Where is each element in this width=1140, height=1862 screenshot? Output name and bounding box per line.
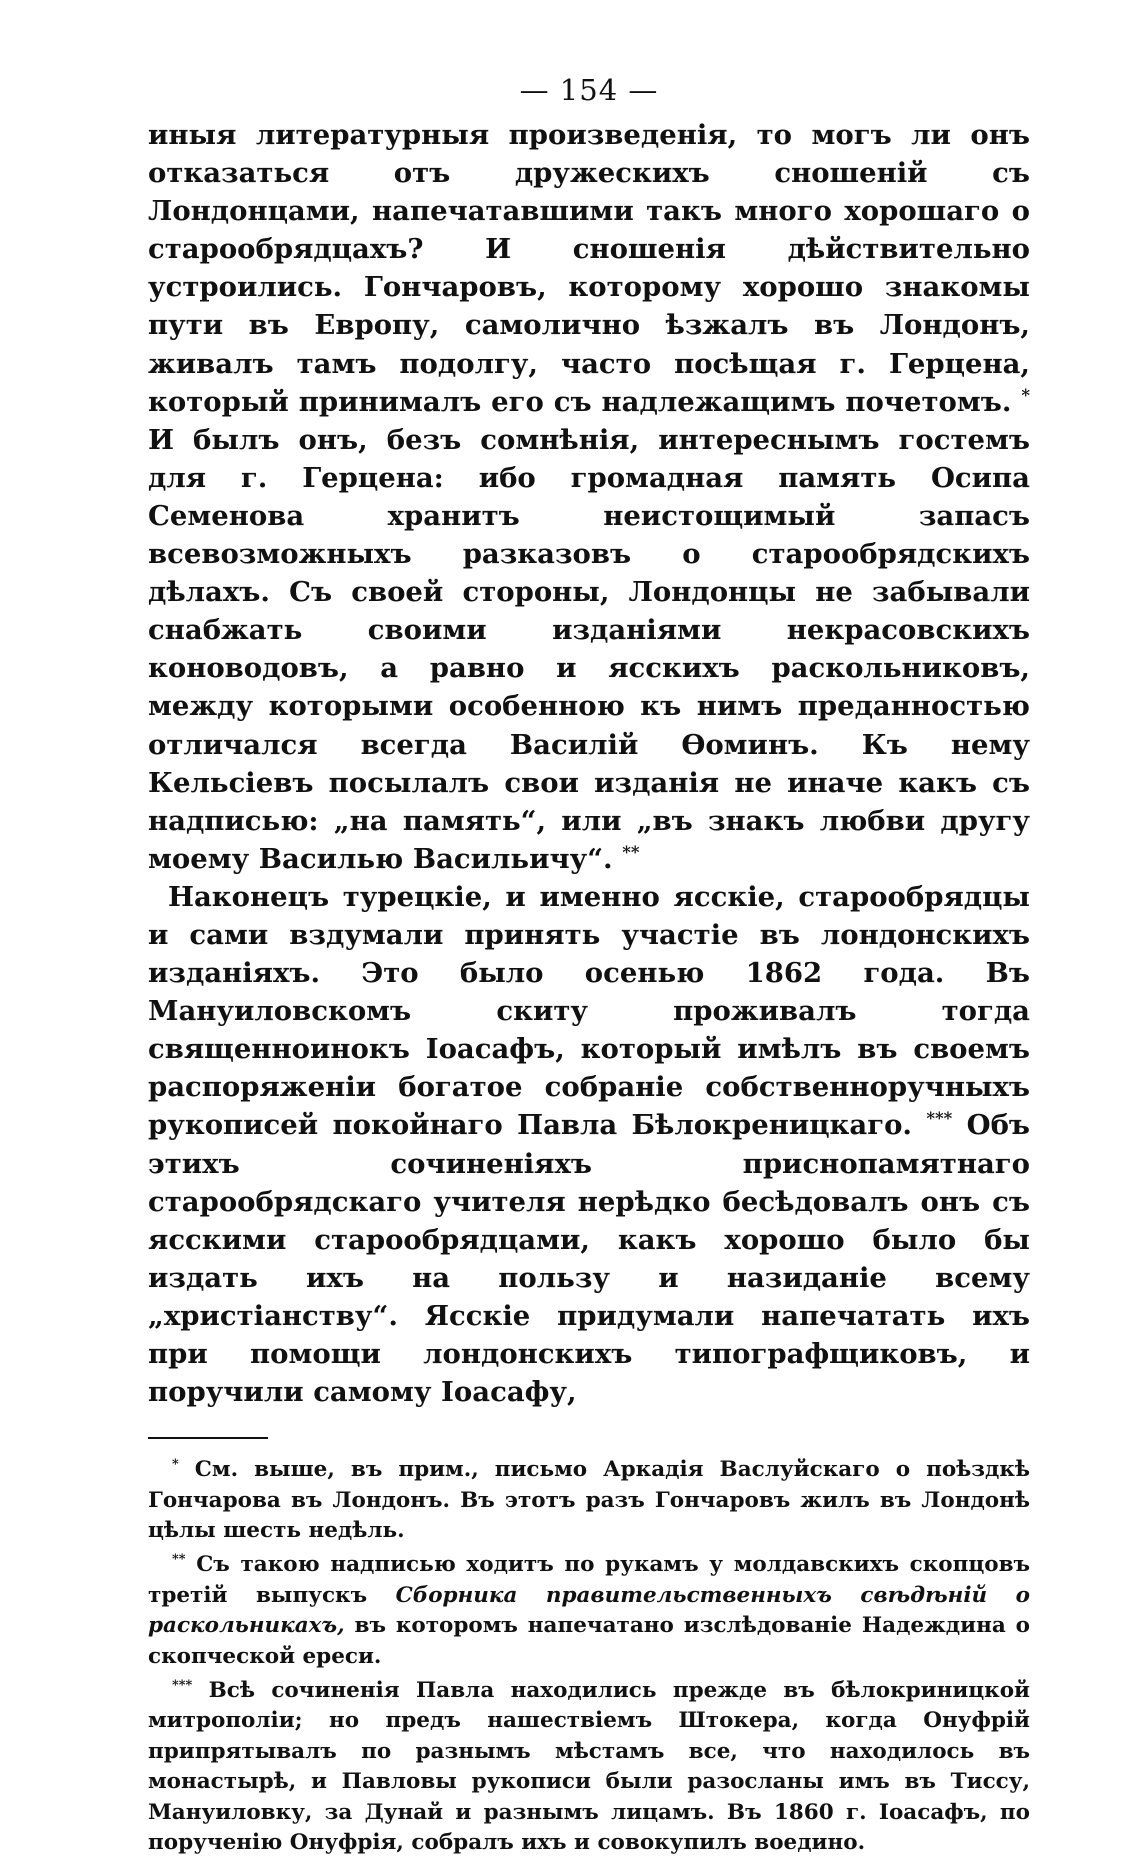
- paragraph-1-continued: И былъ онъ, безъ сомнѣнія, интереснымъ гостемъ для г. Герцена: ибо громадная память Осипа Семенова хранитъ неистощимый запасъ всевозможныхъ разказовъ о старообрядскихъ дѣлахъ. Съ своей стороны, Лондонцы не забывали снабжать своими изданіями некрасовскихъ коноводовъ, а равно и ясскихъ раскольниковъ, между которыми особенною къ нимъ преданностью отличался всегда Василій Ѳоминъ. Къ нему Кельсіевъ посылалъ свои изданія не иначе какъ съ надписью: „на память“, или „въ знакъ любви другу моему Василью Васильичу“.: [148, 423, 1030, 875]
- footnote-2: [148, 1550, 1030, 1672]
- footnote-1: [148, 1455, 1030, 1546]
- paragraph-2-text: Наконецъ турецкіе, и именно ясскіе, старообрядцы и сами вздумали принять участіе въ лондонскихъ изданіяхъ. Это было осенью 1862 года. Въ Мануиловскомъ скиту проживалъ тогда священноинокъ Іоасафъ, который имѣлъ въ своемъ распоряженіи богатое собраніе собственноручныхъ рукописей покойнаго Павла Бѣлокреницкаго.: [148, 880, 1030, 1142]
- paragraph-2: [148, 878, 1030, 1411]
- footnote-1-marker: *: [172, 1457, 179, 1473]
- footnote-2-marker: **: [172, 1552, 186, 1568]
- footnote-1-text: См. выше, въ прим., письмо Аркадія Васлуйскаго о поѣздкѣ Гончарова въ Лондонъ. Въ этотъ разъ Гончаровъ жилъ въ Лондонѣ цѣлы шесть недѣль.: [148, 1457, 1030, 1543]
- footnote-2-book-title: Сборника правительственныхъ свѣдѣній о раскольникахъ,: [148, 1582, 1030, 1639]
- paragraph-1-text: иныя литературныя произведенія, то могъ ли онъ отказаться отъ дружескихъ сношеній съ Лондонцами, напечатавшими такъ много хорошаго о старообрядцахъ? И сношенія дѣйствительно устроились. Гончаровъ, которому хорошо знакомы пути въ Европу, самолично ѣзжалъ въ Лондонъ, живалъ тамъ подолгу, часто посѣщая г. Герцена, который принималъ его съ надлежащимъ почетомъ.: [148, 119, 1030, 418]
- footnote-2-text-start: Съ такою надписью ходитъ по рукамъ у молдавскихъ скопцовъ третій выпускъ: [148, 1552, 1030, 1608]
- footnote-marker-1: *: [1021, 385, 1030, 405]
- footnote-divider: [148, 1437, 268, 1439]
- footnote-3-marker: ***: [172, 1677, 193, 1693]
- paragraph-2-continued: Объ этихъ сочиненіяхъ приснопамятнаго старообрядскаго учителя нерѣдко бесѣдовалъ онъ съ ясскими старообрядцами, какъ хорошо было бы издать ихъ на пользу и назиданіе всему „христіанству“. Ясскіе придумали напечатать ихъ при помощи лондонскихъ типографщиковъ, и поручили самому Іоасафу,: [148, 1109, 1031, 1409]
- page: [148, 72, 1030, 1862]
- page-number: — 154 —: [519, 73, 659, 107]
- footnote-3-text: Всѣ сочиненія Павла находились прежде въ бѣлокриницкой митрополіи; но предъ нашествіемъ Штокера, когда Онуфрій припрятывалъ по разнымъ мѣстамъ все, что находилось въ монастырѣ, и Павловы рукописи были разосланы имъ въ Тиссу, Мануиловку, за Дунай и разнымъ лицамъ. Въ 1860 г. Іоасафъ, по порученію Онуфрія, собралъ ихъ и совокупилъ воедино.: [148, 1678, 1030, 1856]
- footnote-marker-2: **: [622, 842, 640, 862]
- footnote-2-text-end: въ которомъ напечатано изслѣдованіе Надеждина о скопческой ереси.: [148, 1613, 1030, 1669]
- footnote-marker-3: ***: [926, 1109, 953, 1129]
- footnote-3: [148, 1676, 1030, 1858]
- paragraph-1: [148, 116, 1030, 878]
